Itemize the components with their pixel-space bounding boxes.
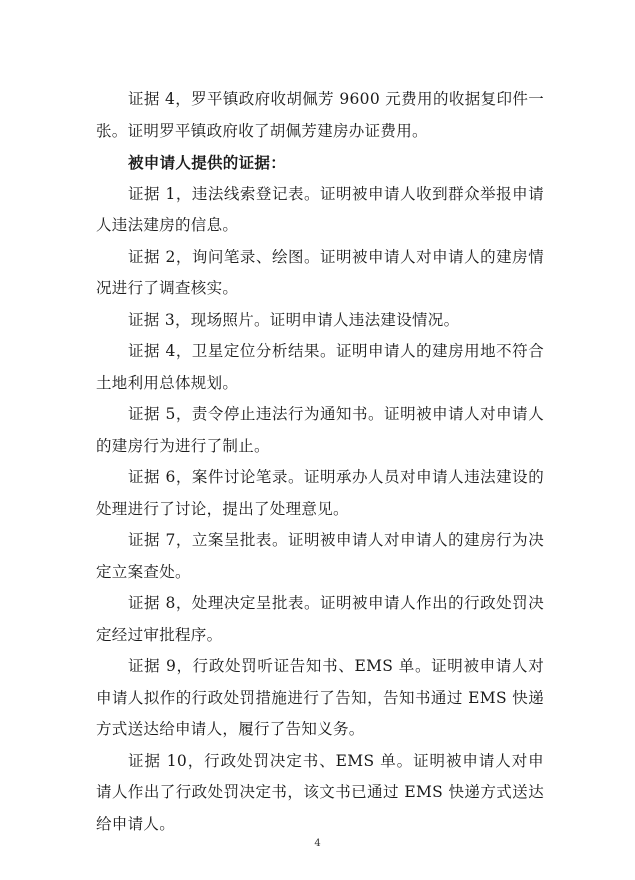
evidence-paragraph: 证据 8，处理决定呈批表。证明被申请人作出的行政处罚决定经过审批程序。: [96, 594, 544, 644]
evidence-paragraph: 证据 6，案件讨论笔录。证明承办人员对申请人违法建设的处理进行了讨论，提出了处理意见。: [96, 468, 544, 518]
page-number: 4: [314, 838, 321, 849]
respondent-evidence-heading: 被申请人提供的证据：: [128, 153, 287, 172]
evidence-paragraph: 证据 3，现场照片。证明申请人违法建设情况。: [128, 310, 460, 329]
evidence-paragraph: 证据 1，违法线索登记表。证明被申请人收到群众举报申请人违法建房的信息。: [96, 184, 544, 234]
evidence-paragraph: 证据 9，行政处罚听证告知书、EMS 单。证明被申请人对申请人拟作的行政处罚措施进行了告知，告知书通过 EMS 快递方式送达给申请人，履行了告知义务。: [96, 657, 544, 738]
evidence-paragraph: 证据 7，立案呈批表。证明被申请人对申请人的建房行为决定立案查处。: [96, 531, 544, 581]
evidence-paragraph: 证据 4，卫星定位分析结果。证明申请人的建房用地不符合土地利用总体规划。: [96, 342, 544, 392]
evidence-paragraph: 证据 10，行政处罚决定书、EMS 单。证明被申请人对申请人作出了行政处罚决定书，该文书已通过 EMS 快递方式送达给申请人。: [96, 751, 544, 833]
evidence-paragraph: 证据 2，询问笔录、绘图。证明被申请人对申请人的建房情况进行了调查核实。: [96, 247, 544, 297]
evidence-paragraph: 证据 4，罗平镇政府收胡佩芳 9600 元费用的收据复印件一张。证明罗平镇政府收了胡佩芳建房办证费用。: [96, 90, 544, 140]
document-body: [96, 84, 544, 840]
evidence-paragraph: 证据 5，责令停止违法行为通知书。证明被申请人对申请人的建房行为进行了制止。: [96, 405, 544, 455]
